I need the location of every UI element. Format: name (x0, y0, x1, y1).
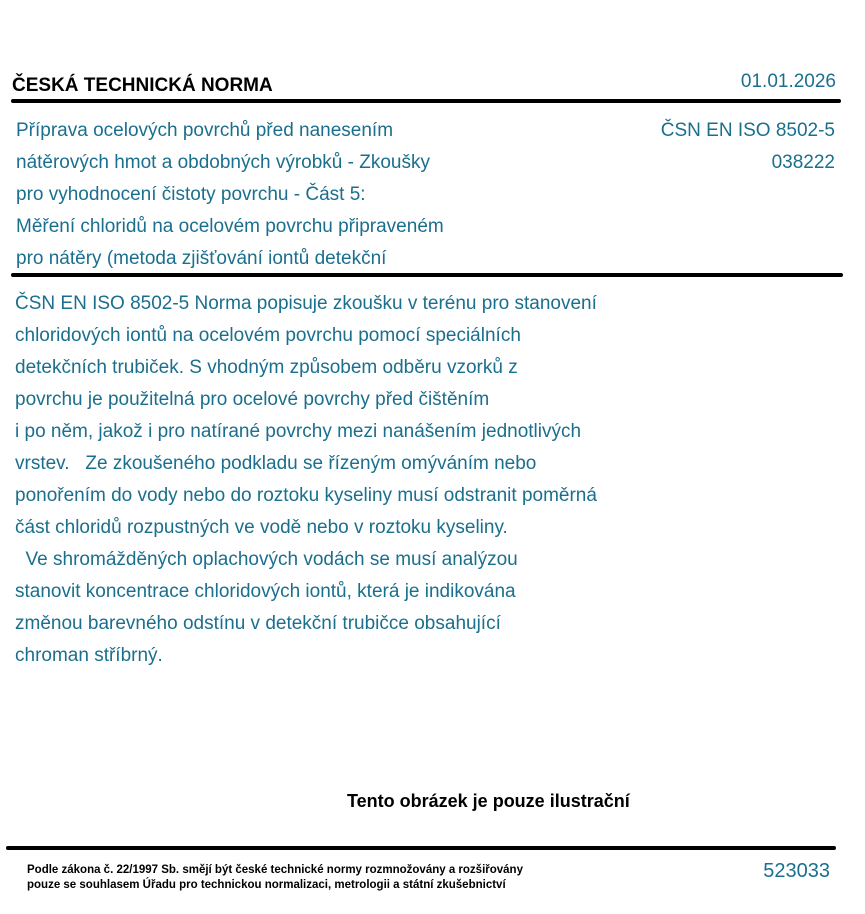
description-line: stanovit koncentrace chloridových iontů, která je indikována (15, 581, 516, 602)
standard-title (16, 115, 444, 275)
legal-notice-line: Podle zákona č. 22/1997 Sb. smějí být české technické normy rozmnožovány a rozšiřovány (27, 864, 523, 876)
standard-identifiers (661, 115, 835, 179)
description-line: chroman stříbrný. (15, 645, 163, 666)
standard-title-line: pro vyhodnocení čistoty povrchu - Část 5: (16, 184, 366, 205)
standard-title-line: Měření chloridů na ocelovém povrchu připraveném (16, 216, 444, 237)
description-line: chloridových iontů na ocelovém povrchu pomocí speciálních (15, 325, 521, 346)
description-line: i po něm, jakož i pro natírané povrchy mezi nanášením jednotlivých (15, 421, 582, 442)
standard-title-line: pro nátěry (metoda zjišťování iontů detekční (16, 248, 387, 269)
footer-divider (6, 846, 836, 850)
description-line: Ve shromážděných oplachových vodách se musí analýzou (15, 549, 518, 570)
title-divider (11, 273, 843, 277)
description-line: vrstev. Ze zkoušeného podkladu se řízeným omýváním nebo (15, 453, 537, 474)
description-line: ponořením do vody nebo do roztoku kyseliny musí odstranit poměrná (15, 485, 597, 506)
description-line: část chloridů rozpustných ve vodě nebo v roztoku kyseliny. (15, 517, 508, 538)
document-type-heading: ČESKÁ TECHNICKÁ NORMA (12, 75, 273, 96)
standard-description (15, 288, 597, 672)
description-line: ČSN EN ISO 8502-5 Norma popisuje zkoušku v terénu pro stanovení (15, 293, 597, 314)
standard-designation: ČSN EN ISO 8502-5 (660, 120, 835, 141)
standard-title-line: nátěrových hmot a obdobných výrobků - Zkoušky (16, 152, 430, 173)
header-divider (11, 99, 841, 103)
document-number: 523033 (763, 860, 830, 882)
legal-notice-line: pouze se souhlasem Úřadu pro technickou normalizaci, metrologii a státní zkušebnictví (27, 879, 506, 891)
standard-title-line: Příprava ocelových povrchů před nanesením (16, 120, 394, 141)
legal-notice (27, 863, 523, 893)
description-line: změnou barevného odstínu v detekční trubičce obsahující (15, 613, 501, 634)
description-line: detekčních trubiček. S vhodným způsobem odběru vzorků z (15, 357, 518, 378)
issue-date: 01.01.2026 (740, 71, 836, 92)
classification-code: 038222 (771, 152, 835, 173)
illustration-disclaimer: Tento obrázek je pouze ilustrační (347, 791, 630, 811)
description-line: povrchu je použitelná pro ocelové povrchy před čištěním (15, 389, 490, 410)
